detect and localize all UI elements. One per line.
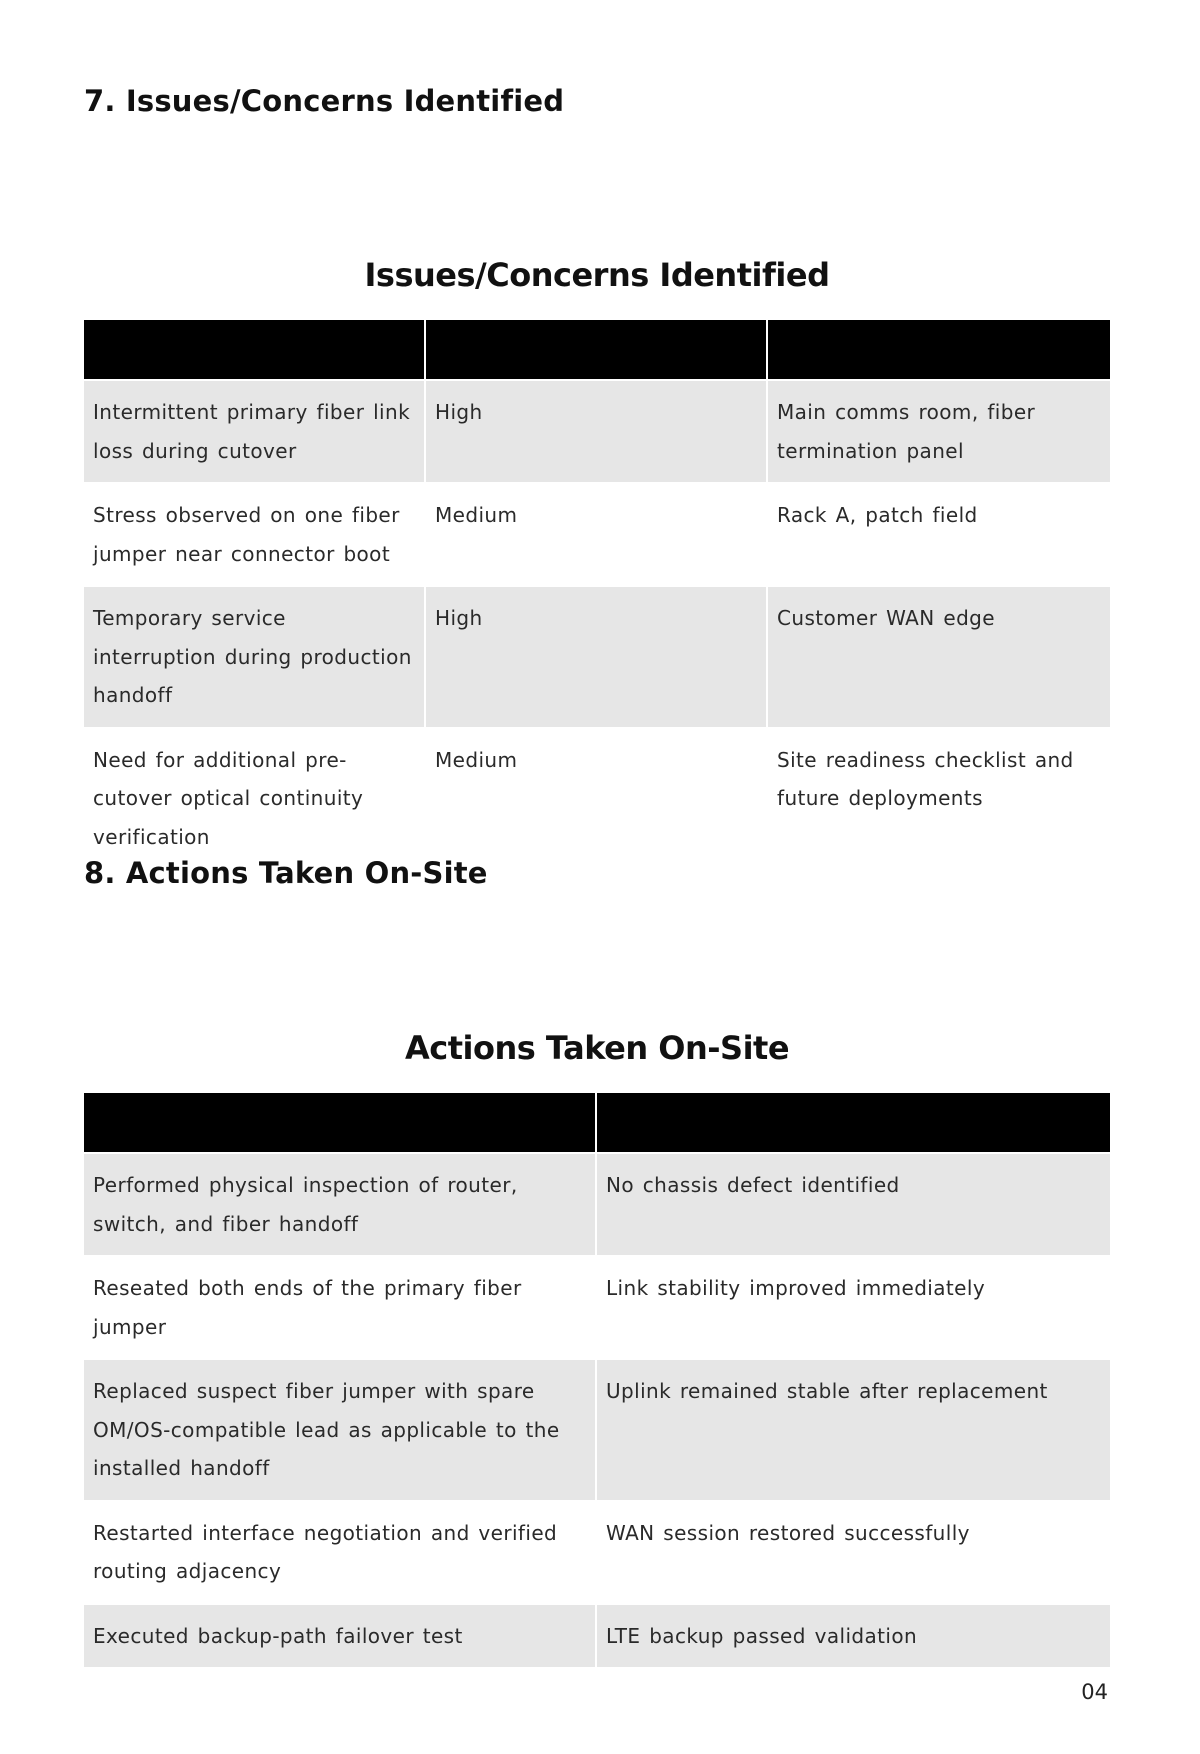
section-heading-actions: 8. Actions Taken On-Site xyxy=(84,856,488,890)
action-taken-cell: Performed physical inspection of router, switch, and fiber handoff xyxy=(84,1153,596,1256)
issue-severity-cell: High xyxy=(425,380,767,483)
issues-header-cell xyxy=(425,320,767,380)
action-result-cell: Link stability improved immediately xyxy=(596,1256,1110,1359)
issue-severity-cell: Medium xyxy=(425,483,767,586)
actions-header-cell xyxy=(596,1093,1110,1153)
action-taken-cell: Reseated both ends of the primary fiber jumper xyxy=(84,1256,596,1359)
actions-table-header-row xyxy=(84,1093,1110,1153)
issues-header-cell xyxy=(767,320,1110,380)
action-result-cell: WAN session restored successfully xyxy=(596,1501,1110,1604)
page-number: 04 xyxy=(1081,1680,1108,1704)
table-row xyxy=(84,380,1110,483)
action-taken-cell: Restarted interface negotiation and verified routing adjacency xyxy=(84,1501,596,1604)
table-row xyxy=(84,1153,1110,1256)
table-row xyxy=(84,1256,1110,1359)
actions-table-title: Actions Taken On-Site xyxy=(404,1029,790,1067)
table-row xyxy=(84,728,1110,869)
table-row xyxy=(84,1359,1110,1501)
issues-table xyxy=(84,320,1110,868)
section-heading-issues: 7. Issues/Concerns Identified xyxy=(84,84,565,118)
actions-header-cell xyxy=(84,1093,596,1153)
issue-description-cell: Intermittent primary fiber link loss during cutover xyxy=(84,380,425,483)
issue-description-cell: Temporary service interruption during production handoff xyxy=(84,586,425,728)
action-taken-cell: Executed backup-path failover test xyxy=(84,1604,596,1668)
action-result-cell: Uplink remained stable after replacement xyxy=(596,1359,1110,1501)
issues-header-cell xyxy=(84,320,425,380)
issue-severity-cell: High xyxy=(425,586,767,728)
action-result-cell: No chassis defect identified xyxy=(596,1153,1110,1256)
issue-location-cell: Main comms room, fiber termination panel xyxy=(767,380,1110,483)
issue-severity-cell: Medium xyxy=(425,728,767,869)
action-result-cell: LTE backup passed validation xyxy=(596,1604,1110,1668)
issues-table-title: Issues/Concerns Identified xyxy=(364,256,830,294)
issue-location-cell: Rack A, patch field xyxy=(767,483,1110,586)
table-row xyxy=(84,483,1110,586)
table-row xyxy=(84,1604,1110,1668)
action-taken-cell: Replaced suspect fiber jumper with spare OM/OS-compatible lead as applicable to the installed handoff xyxy=(84,1359,596,1501)
table-row xyxy=(84,586,1110,728)
actions-table xyxy=(84,1093,1110,1667)
table-row xyxy=(84,1501,1110,1604)
issue-description-cell: Stress observed on one fiber jumper near connector boot xyxy=(84,483,425,586)
issues-table-header-row xyxy=(84,320,1110,380)
issue-location-cell: Site readiness checklist and future deployments xyxy=(767,728,1110,869)
issue-location-cell: Customer WAN edge xyxy=(767,586,1110,728)
issue-description-cell: Need for additional pre-cutover optical continuity verification xyxy=(84,728,425,869)
